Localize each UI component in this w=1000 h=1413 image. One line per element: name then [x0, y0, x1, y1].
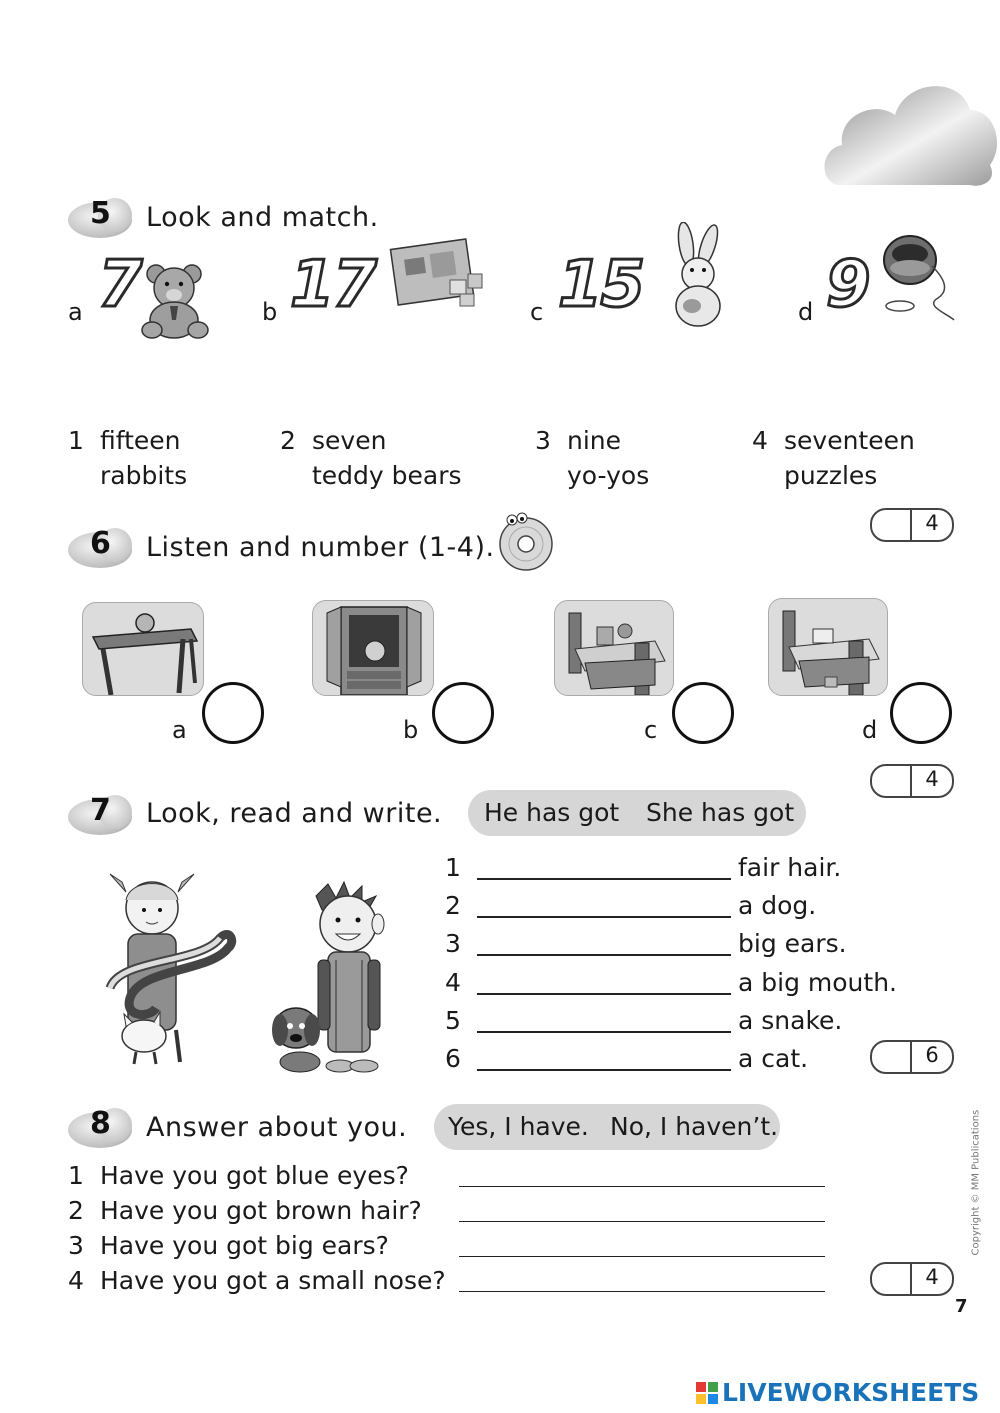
teddy-bear-icon: [140, 262, 212, 340]
question-number: 1: [68, 1161, 84, 1190]
answer-blank-2[interactable]: [477, 916, 731, 918]
score-total: 6: [925, 1043, 939, 1067]
match-option-1-text: [100, 423, 187, 493]
page-number: 7: [955, 1296, 968, 1317]
answer-blank-4[interactable]: [477, 993, 731, 995]
exercise-8-title: Answer about you.: [146, 1112, 408, 1143]
answer-circle-c[interactable]: [672, 682, 734, 744]
score-total: 4: [925, 1265, 939, 1289]
puzzle-under-bed-icon: [768, 598, 888, 696]
match-option-3-text: [567, 423, 649, 493]
picture-letter-a: a: [68, 298, 83, 326]
exercise-7-word-box: [468, 790, 806, 836]
answer-line-4[interactable]: [459, 1291, 825, 1292]
sentence-text: a big mouth.: [738, 968, 897, 997]
sentence-text: a snake.: [738, 1006, 843, 1035]
option-line-1: nine: [567, 426, 622, 455]
match-option-2-text: [312, 423, 462, 493]
picture-letter-b: b: [262, 298, 278, 326]
ball-in-wardrobe-icon: [312, 600, 434, 696]
exercise-number: 8: [90, 1106, 111, 1141]
word-box-item: He has got: [484, 798, 620, 827]
exercise-7-score-box[interactable]: [870, 1040, 954, 1074]
yo-yo-icon: [878, 232, 958, 324]
exercise-5-score-box[interactable]: [870, 508, 954, 542]
picture-letter-c: c: [530, 298, 544, 326]
exercise-7-number-badge: [68, 795, 134, 839]
sentence-number: 5: [445, 1006, 461, 1035]
picture-letter-b: b: [403, 716, 419, 744]
exercise-6-number-badge: [68, 528, 134, 572]
answer-circle-a[interactable]: [202, 682, 264, 744]
question-text: Have you got big ears?: [100, 1231, 389, 1260]
digit-15: 15: [558, 248, 644, 322]
question-text: Have you got blue eyes?: [100, 1161, 409, 1190]
option-line-1: seventeen: [784, 426, 915, 455]
exercise-8-number-badge: [68, 1108, 134, 1152]
answer-blank-1[interactable]: [477, 878, 731, 880]
picture-letter-a: a: [172, 716, 187, 744]
match-option-2: [280, 423, 296, 458]
brand-name: LIVEWORKSHEETS: [722, 1378, 980, 1407]
picture-letter-d: d: [862, 716, 878, 744]
match-option-1: [68, 423, 84, 458]
puzzle-icon: [388, 236, 488, 310]
question-text: Have you got a small nose?: [100, 1266, 446, 1295]
exercise-7-title: Look, read and write.: [146, 798, 443, 829]
logo-mark-icon: [696, 1382, 718, 1404]
match-option-4: [752, 423, 768, 458]
answer-line-1[interactable]: [459, 1186, 825, 1187]
exercise-5-number-badge: [68, 198, 134, 242]
sentence-number: 4: [445, 968, 461, 997]
answer-blank-5[interactable]: [477, 1031, 731, 1033]
exercise-number: 7: [90, 793, 111, 828]
word-box-item: She has got: [646, 798, 795, 827]
sentence-text: fair hair.: [738, 853, 842, 882]
toys-on-bed-icon: [554, 600, 674, 696]
option-line-2: teddy bears: [312, 461, 462, 490]
option-number: 4: [752, 426, 768, 455]
word-box-item: No, I haven’t.: [610, 1112, 779, 1141]
cloud-decoration: [820, 70, 1000, 190]
answer-blank-6[interactable]: [477, 1069, 731, 1071]
sentence-text: a dog.: [738, 891, 817, 920]
question-number: 2: [68, 1196, 84, 1225]
boy-with-dog-icon: [270, 880, 410, 1076]
score-total: 4: [925, 767, 939, 791]
sentence-number: 2: [445, 891, 461, 920]
answer-blank-3[interactable]: [477, 954, 731, 956]
question-number: 4: [68, 1266, 84, 1295]
picture-letter-d: d: [798, 298, 814, 326]
exercise-number: 6: [90, 526, 111, 561]
option-number: 3: [535, 426, 551, 455]
option-number: 1: [68, 426, 84, 455]
option-line-2: puzzles: [784, 461, 878, 490]
digit-17: 17: [290, 248, 376, 322]
picture-letter-c: c: [644, 716, 658, 744]
score-total: 4: [925, 511, 939, 535]
exercise-number: 5: [90, 196, 111, 231]
cd-icon: [496, 510, 558, 572]
option-line-2: rabbits: [100, 461, 188, 490]
question-text: Have you got brown hair?: [100, 1196, 422, 1225]
option-number: 2: [280, 426, 296, 455]
girl-with-snake-and-cat-icon: [100, 868, 250, 1068]
answer-line-3[interactable]: [459, 1256, 825, 1257]
digit-7: 7: [98, 248, 141, 322]
exercise-5-title: Look and match.: [146, 202, 379, 233]
rabbit-icon: [662, 222, 734, 328]
word-box-item: Yes, I have.: [448, 1112, 589, 1141]
match-option-4-text: [784, 423, 915, 493]
sentence-number: 1: [445, 853, 461, 882]
liveworksheets-logo: [696, 1378, 996, 1410]
exercise-8-score-box[interactable]: [870, 1262, 954, 1296]
exercise-6-score-box[interactable]: [870, 764, 954, 798]
exercise-6-title: Listen and number (1-4).: [146, 532, 495, 563]
option-line-1: fifteen: [100, 426, 181, 455]
digit-9: 9: [826, 248, 869, 322]
exercise-8-word-box: [434, 1104, 780, 1150]
copyright-note: Copyright © MM Publications: [970, 1109, 982, 1256]
sentence-text: big ears.: [738, 929, 847, 958]
answer-line-2[interactable]: [459, 1221, 825, 1222]
sentence-number: 3: [445, 929, 461, 958]
sentence-text: a cat.: [738, 1044, 809, 1073]
option-line-1: seven: [312, 426, 387, 455]
answer-circle-b[interactable]: [432, 682, 494, 744]
sentence-number: 6: [445, 1044, 461, 1073]
option-line-2: yo-yos: [567, 461, 650, 490]
question-number: 3: [68, 1231, 84, 1260]
ball-on-table-icon: [82, 602, 204, 696]
answer-circle-d[interactable]: [890, 682, 952, 744]
match-option-3: [535, 423, 551, 458]
